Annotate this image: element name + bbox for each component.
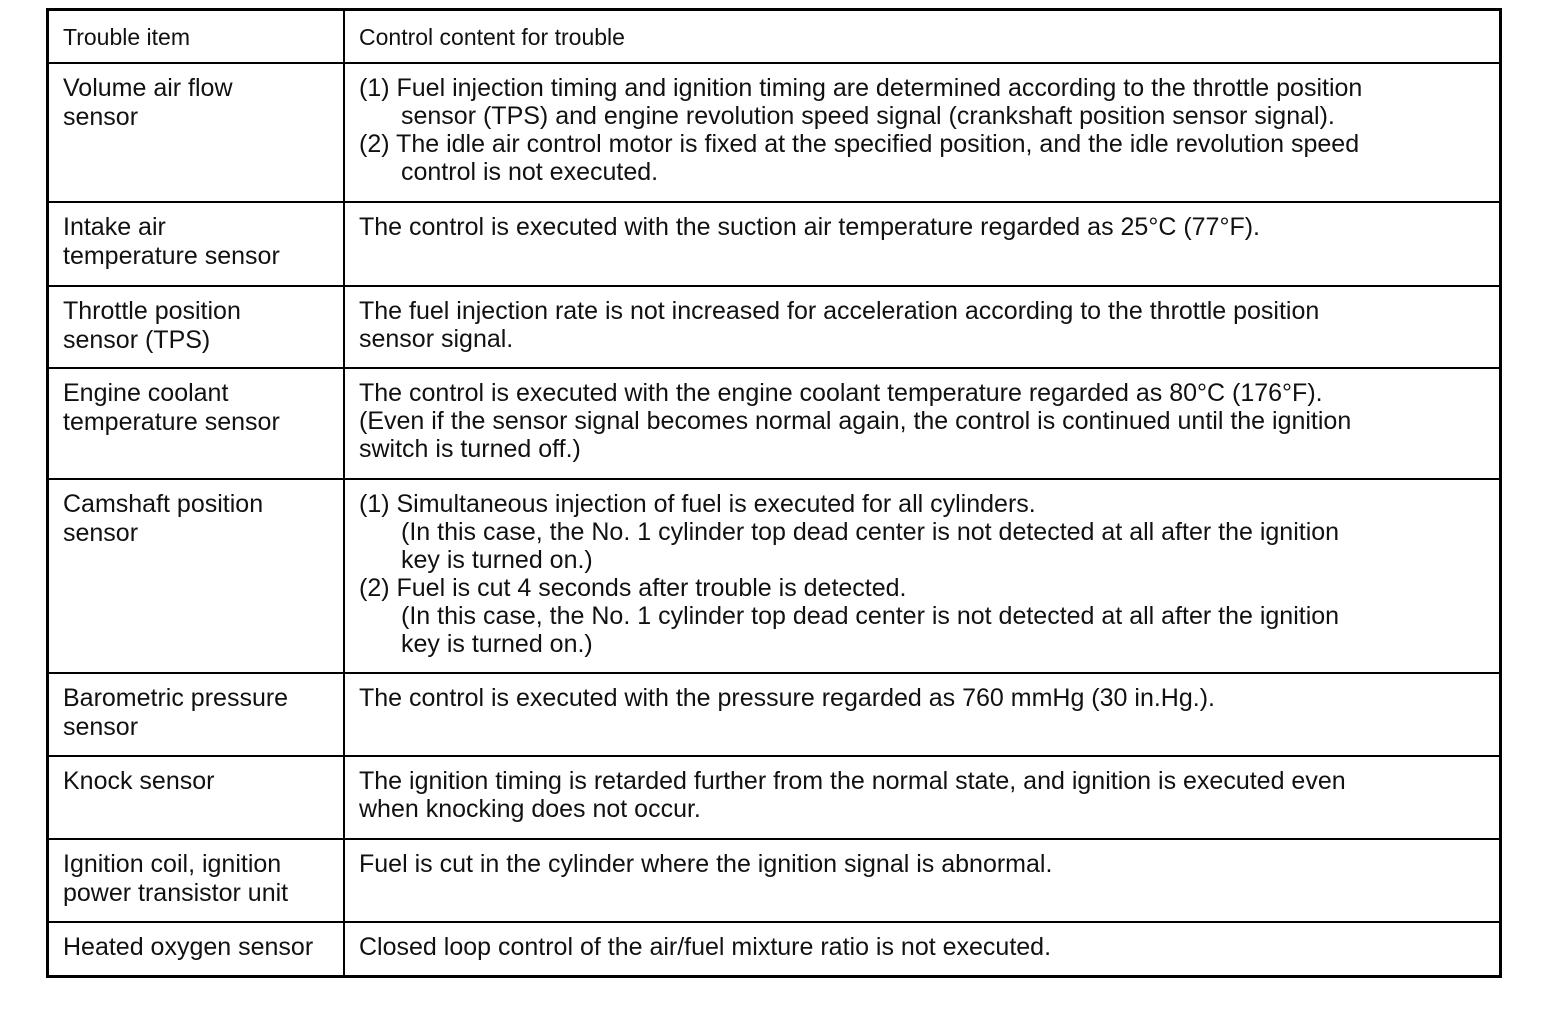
content-line: Closed loop control of the air/fuel mixture ratio is not executed. xyxy=(359,933,1052,961)
control-content-cell xyxy=(345,923,1499,975)
trouble-item-cell: Throttle position sensor (TPS) xyxy=(49,287,345,367)
control-content-cell xyxy=(345,64,1499,201)
control-content-cell xyxy=(345,674,1499,755)
table-row xyxy=(49,674,1499,757)
trouble-item-cell: Intake air temperature sensor xyxy=(49,203,345,285)
content-line: The ignition timing is retarded further from the normal state, and ignition is executed even xyxy=(359,767,1346,795)
table-row xyxy=(49,757,1499,840)
table-row xyxy=(49,923,1499,975)
table-header-row xyxy=(49,11,1499,64)
content-line: (Even if the sensor signal becomes normal again, the control is continued until the ignition xyxy=(359,407,1352,435)
control-content-cell xyxy=(345,369,1499,478)
control-content-cell xyxy=(345,757,1499,838)
control-content-cell xyxy=(345,287,1499,367)
content-line: The control is executed with the pressure regarded as 760 mmHg (30 in.Hg.). xyxy=(359,684,1215,712)
content-line: (2) The idle air control motor is fixed at the specified position, and the idle revolution speed xyxy=(359,130,1360,158)
content-line: The control is executed with the engine coolant temperature regarded as 80°C (176°F). xyxy=(359,379,1323,407)
content-line: key is turned on.) xyxy=(401,630,593,658)
trouble-item-cell: Ignition coil, ignition power transistor unit xyxy=(49,840,345,921)
content-line: sensor (TPS) and engine revolution speed signal (crankshaft position sensor signal). xyxy=(401,102,1335,130)
content-line: when knocking does not occur. xyxy=(359,795,701,823)
content-line: Fuel is cut in the cylinder where the ignition signal is abnormal. xyxy=(359,850,1053,878)
table-row xyxy=(49,287,1499,369)
table-row xyxy=(49,64,1499,203)
table-row xyxy=(49,840,1499,923)
content-line: (In this case, the No. 1 cylinder top dead center is not detected at all after the ignition xyxy=(401,518,1340,546)
content-line: (2) Fuel is cut 4 seconds after trouble is detected. xyxy=(359,574,907,602)
content-line: control is not executed. xyxy=(401,158,659,186)
table-row xyxy=(49,480,1499,674)
trouble-control-table xyxy=(46,8,1502,978)
trouble-item-cell: Engine coolant temperature sensor xyxy=(49,369,345,478)
trouble-item-cell: Barometric pressure sensor xyxy=(49,674,345,755)
content-line: (1) Fuel injection timing and ignition timing are determined according to the throttle position xyxy=(359,74,1363,102)
trouble-item-cell: Knock sensor xyxy=(49,757,345,838)
content-line: switch is turned off.) xyxy=(359,435,581,463)
content-line: key is turned on.) xyxy=(401,546,593,574)
content-line: The fuel injection rate is not increased for acceleration according to the throttle position xyxy=(359,297,1320,325)
content-line: (1) Simultaneous injection of fuel is executed for all cylinders. xyxy=(359,490,1036,518)
control-content-cell xyxy=(345,840,1499,921)
table-row xyxy=(49,203,1499,287)
trouble-item-cell: Volume air flow sensor xyxy=(49,64,345,201)
content-line: (In this case, the No. 1 cylinder top dead center is not detected at all after the ignition xyxy=(401,602,1340,630)
header-control-content: Control content for trouble xyxy=(359,24,625,50)
content-line: The control is executed with the suction air temperature regarded as 25°C (77°F). xyxy=(359,213,1260,241)
content-line: sensor signal. xyxy=(359,325,514,353)
table-row xyxy=(49,369,1499,480)
control-content-cell xyxy=(345,203,1499,285)
header-trouble-item: Trouble item xyxy=(49,11,345,62)
trouble-item-cell: Camshaft position sensor xyxy=(49,480,345,672)
control-content-cell xyxy=(345,480,1499,672)
trouble-item-cell: Heated oxygen sensor xyxy=(49,923,345,975)
